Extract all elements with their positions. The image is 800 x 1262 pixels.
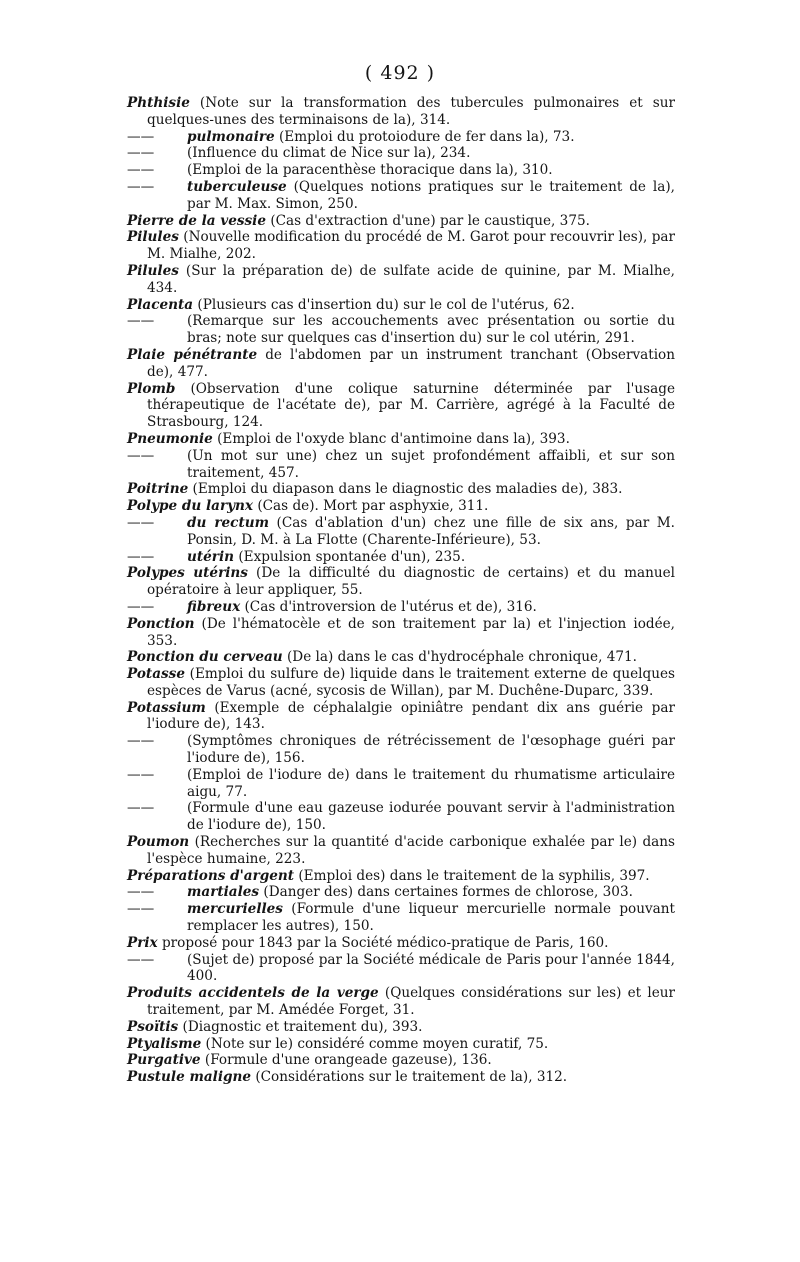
index-text: (Cas d'extraction d'une) par le caustique, 375. xyxy=(266,212,590,229)
index-text: (Remarque sur les accouchements avec présentation ou sortie du bras; note sur quelques cas d'insertion du) sur le col utérin, 291. xyxy=(187,313,675,347)
index-text: (Nouvelle modification du procédé de M. Garot pour recouvrir les), par M. Mialhe, 202. xyxy=(147,229,675,263)
index-text: (De la) dans le cas d'hydrocéphale chronique, 471. xyxy=(282,649,637,666)
index-text: (Cas d'introversion de l'utérus et de), 316. xyxy=(240,598,537,615)
index-keyword: Phthisie xyxy=(127,95,190,111)
index-subentry xyxy=(127,767,675,801)
index-text: (Quelques notions pratiques sur le traitement de la), par M. Max. Simon, 250. xyxy=(187,178,675,212)
index-entry xyxy=(127,834,675,868)
index-keyword: Potassium xyxy=(127,699,206,716)
index-keyword: Potasse xyxy=(127,666,185,683)
index-entry xyxy=(127,649,675,666)
index-text: (Note sur le) considéré comme moyen curatif, 75. xyxy=(201,1035,549,1052)
index-subentry xyxy=(127,448,675,482)
index-entry xyxy=(127,1019,675,1036)
repeat-dash: —— xyxy=(127,162,155,179)
index-entry xyxy=(127,431,675,448)
index-text: (Expulsion spontanée d'un), 235. xyxy=(234,548,466,565)
repeat-dash: —— xyxy=(127,313,155,330)
index-subentry xyxy=(127,952,675,986)
index-text: (Emploi du diapason dans le diagnostic des maladies de), 383. xyxy=(188,481,623,498)
index-text: (Quelques considérations sur les) et leur traitement, par M. Amédée Forget, 31. xyxy=(147,985,675,1019)
index-entry xyxy=(127,213,675,230)
index-entry xyxy=(127,1036,675,1053)
index-subentry xyxy=(127,901,675,935)
index-keyword: Pilules xyxy=(127,229,179,246)
index-entry xyxy=(127,498,675,515)
index-entry xyxy=(127,666,675,700)
repeat-dash: —— xyxy=(127,733,155,750)
index-subentry xyxy=(127,884,675,901)
index-text: (De l'hématocèle et de son traitement par la) et l'injection iodée, 353. xyxy=(147,615,675,649)
index-entry xyxy=(127,229,675,263)
index-text: (Diagnostic et traitement du), 393. xyxy=(178,1018,423,1035)
repeat-dash: —— xyxy=(127,800,155,817)
index-keyword: mercurielles xyxy=(187,901,283,918)
index-subentry xyxy=(127,549,675,566)
index-text: (Un mot sur une) chez un sujet profondément affaibli, et sur son traitement, 457. xyxy=(187,447,675,481)
index-subentry xyxy=(127,800,675,834)
index-subentry xyxy=(127,145,675,162)
index-keyword: Prix xyxy=(127,934,158,951)
index-entry xyxy=(127,700,675,734)
repeat-dash: —— xyxy=(127,884,155,901)
index-text: (Influence du climat de Nice sur la), 234. xyxy=(187,145,471,162)
index-text: (Emploi des) dans le traitement de la syphilis, 397. xyxy=(294,867,650,884)
repeat-dash: —— xyxy=(127,766,155,783)
index-keyword: Placenta xyxy=(127,296,194,313)
index-entry xyxy=(127,1069,675,1086)
index-text: (Emploi du protoiodure de fer dans la), 73. xyxy=(274,128,575,145)
index-entry xyxy=(127,565,675,599)
index-entry xyxy=(127,297,675,314)
index-text: (Exemple de céphalalgie opiniâtre pendant dix ans guérie par l'iodure de), 143. xyxy=(147,699,675,733)
index-text: (Emploi du sulfure de) liquide dans le traitement externe de quelques espèces de Varus (acné, sycosis de Willan), par M. Duchêne-Duparc, 339. xyxy=(147,666,675,699)
index-entry xyxy=(127,935,675,952)
index-entry xyxy=(127,868,675,885)
index-subentry xyxy=(127,162,675,179)
index-subentry xyxy=(127,599,675,616)
index-entry xyxy=(127,381,675,431)
index-subentry xyxy=(127,733,675,767)
index-text: (Emploi de la paracenthèse thoracique dans la), 310. xyxy=(187,162,553,179)
index-text: (De la difficulté du diagnostic de certains) et du manuel opératoire à leur appliquer, 55. xyxy=(147,565,675,599)
repeat-dash: —— xyxy=(127,145,155,162)
index-keyword: du rectum xyxy=(187,514,269,531)
index-text: (Formule d'une eau gazeuse iodurée pouvant servir à l'administration de l'iodure de), 150. xyxy=(187,800,675,834)
index-keyword: Poumon xyxy=(127,834,190,851)
index-text: (Observation d'une colique saturnine déterminée par l'usage thérapeutique de l'acétate de), par M. Carrière, agrégé à la Faculté de Strasbourg, 124. xyxy=(147,380,675,431)
index-keyword: Plaie pénétrante xyxy=(127,346,258,363)
index-entry xyxy=(127,1052,675,1069)
index-keyword: Ptyalisme xyxy=(127,1035,202,1052)
index-entry xyxy=(127,347,675,381)
index-text: (Danger des) dans certaines formes de chlorose, 303. xyxy=(259,884,633,901)
index-subentry xyxy=(127,515,675,549)
index-entry xyxy=(127,616,675,650)
index-keyword: tuberculeuse xyxy=(187,178,287,195)
index-keyword: pulmonaire xyxy=(187,128,275,145)
index-keyword: Psoïtis xyxy=(127,1018,179,1035)
index-text: proposé pour 1843 par la Société médico-pratique de Paris, 160. xyxy=(157,934,609,951)
repeat-dash: —— xyxy=(127,951,155,968)
repeat-dash: —— xyxy=(127,514,155,531)
repeat-dash: —— xyxy=(127,128,155,145)
index-keyword: Pierre de la vessie xyxy=(127,212,266,229)
index-text: (Plusieurs cas d'insertion du) sur le col de l'utérus, 62. xyxy=(193,296,575,313)
index-text: (Formule d'une orangeade gazeuse), 136. xyxy=(200,1052,492,1069)
index-keyword: Produits accidentels de la verge xyxy=(127,985,379,1002)
index-keyword: Poitrine xyxy=(127,481,189,498)
index-text: (Sur la préparation de) de sulfate acide de quinine, par M. Mialhe, 434. xyxy=(147,262,675,296)
index-keyword: Préparations d'argent xyxy=(127,867,295,884)
index-text: (Emploi de l'iodure de) dans le traitement du rhumatisme articulaire aigu, 77. xyxy=(187,766,675,800)
index-keyword: Pilules xyxy=(127,262,179,279)
repeat-dash: —— xyxy=(127,901,155,918)
index-list xyxy=(127,95,675,1086)
index-keyword: Pneumonie xyxy=(127,430,213,447)
index-text: (Considérations sur le traitement de la), 312. xyxy=(251,1069,568,1086)
index-keyword: Polype du larynx xyxy=(127,498,254,515)
index-text: (Emploi de l'oxyde blanc d'antimoine dans la), 393. xyxy=(212,430,570,447)
index-text: (Recherches sur la quantité d'acide carbonique exhalée par le) dans l'espèce humaine, 223. xyxy=(147,834,675,867)
index-entry xyxy=(127,985,675,1019)
index-keyword: Pustule maligne xyxy=(127,1069,252,1086)
index-entry xyxy=(127,95,675,129)
index-keyword: Plomb xyxy=(127,380,176,397)
index-entry xyxy=(127,481,675,498)
index-text: de l'abdomen par un instrument tranchant (Observation de), 477. xyxy=(147,346,675,380)
page-number: ( 492 ) xyxy=(364,62,436,84)
repeat-dash: —— xyxy=(127,447,155,464)
index-text: (Note sur la transformation des tubercules pulmonaires et sur quelques-unes des terminaisons de la), 314. xyxy=(147,95,675,128)
index-entry xyxy=(127,263,675,297)
index-text: (Cas de). Mort par asphyxie, 311. xyxy=(253,498,489,515)
repeat-dash: —— xyxy=(127,178,155,195)
index-keyword: martiales xyxy=(187,884,260,901)
index-keyword: fibreux xyxy=(187,598,241,615)
index-keyword: utérin xyxy=(187,548,235,565)
index-subentry xyxy=(127,129,675,146)
index-subentry xyxy=(127,313,675,347)
index-keyword: Ponction xyxy=(127,615,195,632)
index-keyword: Ponction du cerveau xyxy=(127,649,283,666)
index-text: (Formule d'une liqueur mercurielle normale pouvant remplacer les autres), 150. xyxy=(187,901,675,935)
index-subentry xyxy=(127,179,675,213)
repeat-dash: —— xyxy=(127,598,155,615)
repeat-dash: —— xyxy=(127,548,155,565)
index-keyword: Polypes utérins xyxy=(127,565,248,582)
index-text: (Symptômes chroniques de rétrécissement de l'œsophage guéri par l'iodure de), 156. xyxy=(187,733,675,767)
index-text: (Sujet de) proposé par la Société médicale de Paris pour l'année 1844, 400. xyxy=(187,951,675,985)
index-text: (Cas d'ablation d'un) chez une fille de six ans, par M. Ponsin, D. M. à La Flotte (Charente-Inférieure), 53. xyxy=(187,514,675,548)
index-keyword: Purgative xyxy=(127,1052,201,1069)
